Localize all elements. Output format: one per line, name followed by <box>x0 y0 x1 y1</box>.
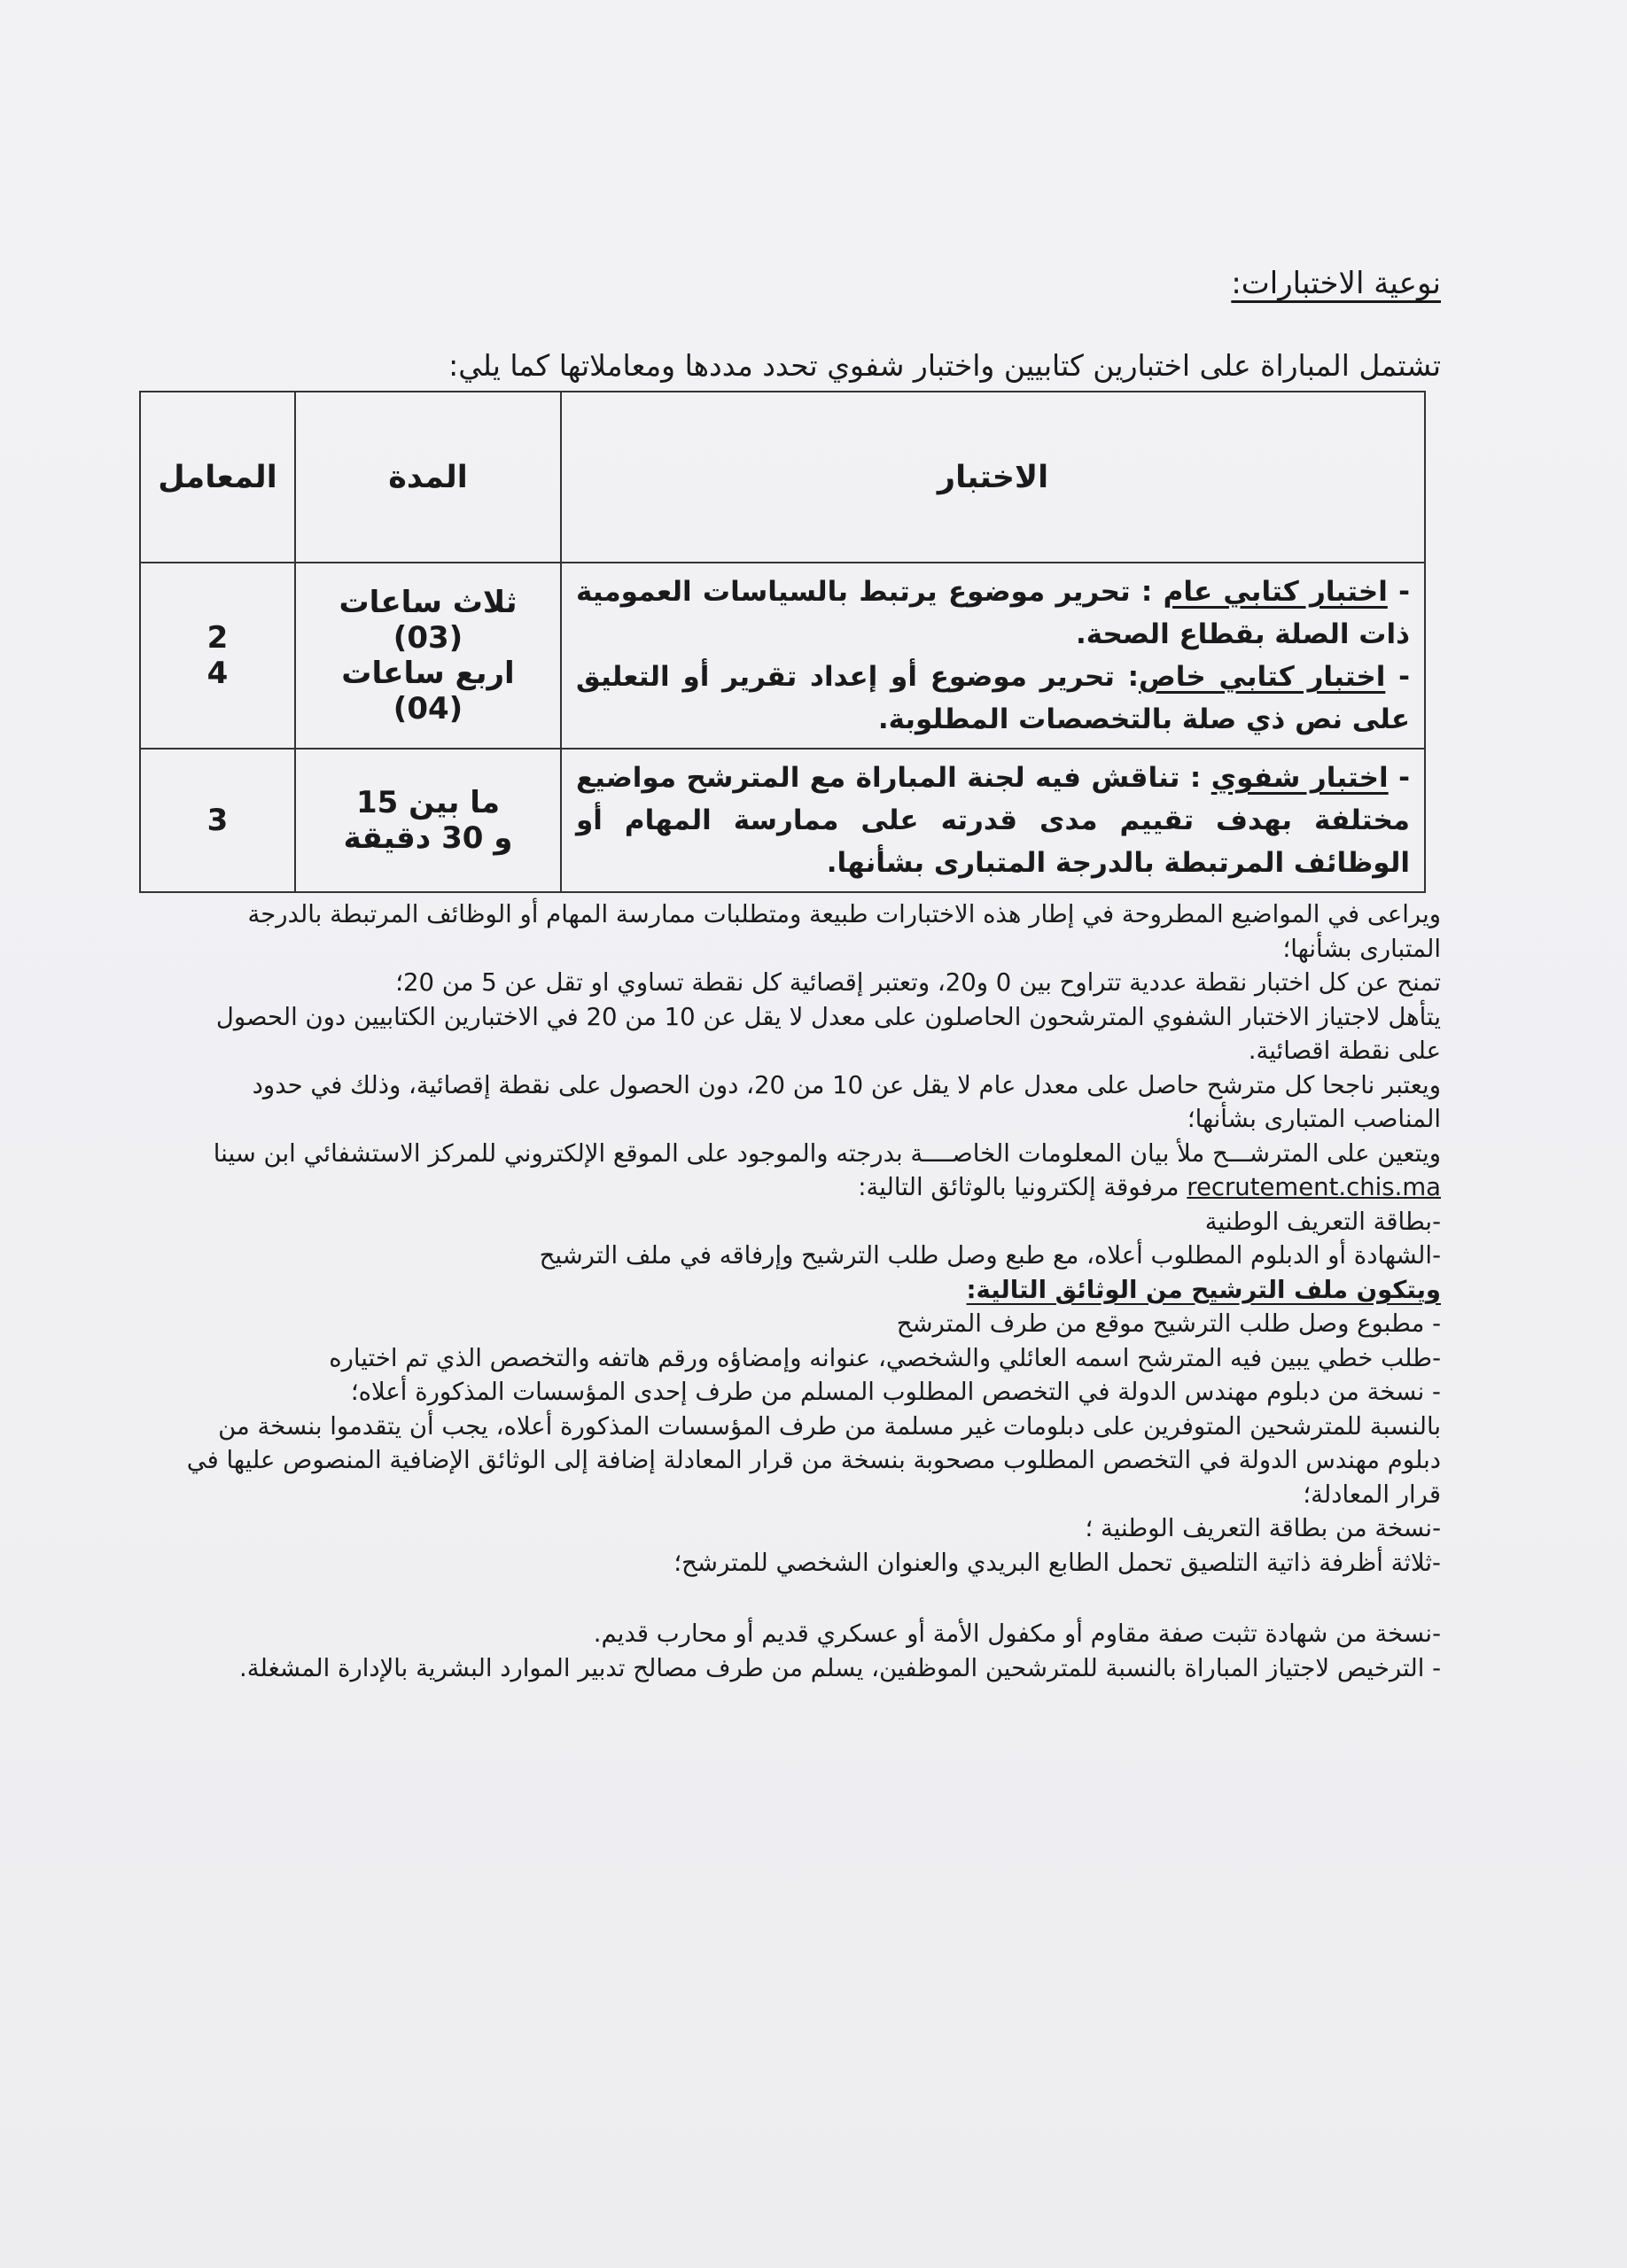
list-item: -الشهادة أو الدبلوم المطلوب أعلاه، مع طبع وصل طلب الترشيح وإرفاقه في ملف الترشيح <box>539 1241 1441 1270</box>
test-title: اختبار كتابي عام <box>1163 576 1388 608</box>
written-general-test <box>576 571 1410 656</box>
test-description-cell <box>561 563 1425 749</box>
body-text <box>183 897 1441 1685</box>
file-heading: ويتكون ملف الترشيح من الوثائق التالية: <box>966 1275 1441 1304</box>
duration-value: و 30 دقيقة <box>343 820 513 857</box>
list-item: -طلب خطي يبين فيه المترشح اسمه العائلي والشخصي، عنوانه وإمضاؤه ورقم هاتفه والتخصص الذي تم اختياره <box>329 1343 1441 1372</box>
list-item: - مطبوع وصل طلب الترشيح موقع من طرف المترشح <box>896 1309 1441 1338</box>
header-duration: المدة <box>295 392 561 563</box>
header-test: الاختبار <box>561 392 1425 563</box>
coef-value: 2 <box>206 620 229 656</box>
header-coef: المعامل <box>140 392 295 563</box>
paragraph: تمنح عن كل اختبار نقطة عددية تتراوح بين 0 و20، وتعتبر إقصائية كل نقطة تساوي او تقل عن 5 من 20؛ <box>395 968 1441 997</box>
list-item: -نسخة من شهادة تثبت صفة مقاوم أو مكفول الأمة أو عسكري قديم أو محارب قديم. <box>593 1619 1441 1648</box>
duration-value: اربع ساعات (04) <box>341 656 515 727</box>
duration-cell <box>295 563 561 749</box>
test-title: اختبار كتابي خاص <box>1139 661 1386 694</box>
test-text: : تحرير موضوع أو إعداد تقرير أو التعليق على نص ذي صلة بالتخصصات المطلوبة. <box>576 661 1410 736</box>
bullet-dash: - <box>1385 661 1410 694</box>
coef-value: 3 <box>206 803 229 839</box>
bullet-dash: - <box>1387 576 1410 608</box>
intro-line: تشتمل المباراة على اختبارين كتابيين واختبار شفوي تحدد مددها ومعاملاتها كما يلي: <box>448 348 1441 383</box>
website-text-after: مرفوقة إلكترونيا بالوثائق التالية: <box>858 1173 1187 1201</box>
coef-value: 4 <box>206 656 229 692</box>
list-item: -بطاقة التعريف الوطنية <box>1204 1207 1441 1236</box>
table-row <box>140 563 1425 749</box>
test-text: : تناقش فيه لجنة المباراة مع المترشح مواضيع مختلفة بهدف تقييم مدى قدرته على ممارسة المهام أو الوظائف المرتبطة بالدرجة المتبارى بشأنها. <box>576 762 1410 880</box>
website-link[interactable]: recrutement.chis.ma <box>1187 1173 1441 1201</box>
test-title: اختبار شفوي <box>1211 762 1389 795</box>
table-row <box>140 749 1425 892</box>
duration-cell <box>295 749 561 892</box>
written-specific-test <box>576 656 1410 741</box>
bullet-dash: - <box>1388 762 1410 795</box>
paragraph: ويعتبر ناجحا كل مترشح حاصل على معدل عام لا يقل عن 10 من 20، دون الحصول على نقطة إقصائية، وذلك في حدود المناصب المتبارى بشأنها؛ <box>252 1070 1441 1133</box>
coef-cell <box>140 563 295 749</box>
oral-test <box>576 757 1410 884</box>
list-item: -ثلاثة أظرفة ذاتية التلصيق تحمل الطابع البريدي والعنوان الشخصي للمترشح؛ <box>673 1548 1441 1577</box>
section-heading: نوعية الاختبارات: <box>1231 266 1441 301</box>
coef-cell <box>140 749 295 892</box>
table-header-row <box>140 392 1425 563</box>
test-text: : تحرير موضوع يرتبط بالسياسات العمومية ذات الصلة بقطاع الصحة. <box>576 576 1410 651</box>
paragraph: ويراعى في المواضيع المطروحة في إطار هذه الاختبارات طبيعة ومتطلبات ممارسة المهام أو الوظائف المرتبطة بالدرجة المتبارى بشأنها؛ <box>247 900 1441 963</box>
paragraph: يتأهل لاجتياز الاختبار الشفوي المترشحون الحاصلون على معدل لا يقل عن 10 من 20 في الاختبارين الكتابيين دون الحصول على نقطة اقصائية. <box>215 1002 1441 1065</box>
list-item: - الترخيص لاجتياز المباراة بالنسبة للمترشحين الموظفين، يسلم من طرف مصالح تدبير الموارد البشرية بالإدارة المشغلة. <box>238 1653 1441 1682</box>
duration-value: ما بين 15 <box>355 785 501 821</box>
tests-table <box>139 391 1426 893</box>
website-text-before: ويتعين على المترشـــح ملأ بيان المعلومات الخاصــــة بدرجته والموجود على الموقع الإلكتروني للمركز الاستشفائي ابن سينا <box>213 1138 1441 1168</box>
duration-value: ثلاث ساعات (03) <box>339 585 518 656</box>
spacer <box>183 1580 1441 1617</box>
test-description-cell <box>561 749 1425 892</box>
list-item: - نسخة من دبلوم مهندس الدولة في التخصص المطلوب المسلم من طرف إحدى المؤسسات المذكورة أعلاه؛ <box>350 1378 1441 1406</box>
list-item: -نسخة من بطاقة التعريف الوطنية ؛ <box>1085 1514 1441 1542</box>
website-paragraph <box>183 1137 1441 1205</box>
list-item: بالنسبة للمترشحين المتوفرين على دبلومات غير مسلمة من طرف المؤسسات المذكورة أعلاه، يجب أن يتقدموا بنسخة من دبلوم مهندس الدولة في التخصص المطلوب مصحوبة بنسخة من قرار المعادلة إضافة إلى الوثائق الإضافية المنصوص عليها في قرار المعادلة؛ <box>186 1411 1441 1509</box>
